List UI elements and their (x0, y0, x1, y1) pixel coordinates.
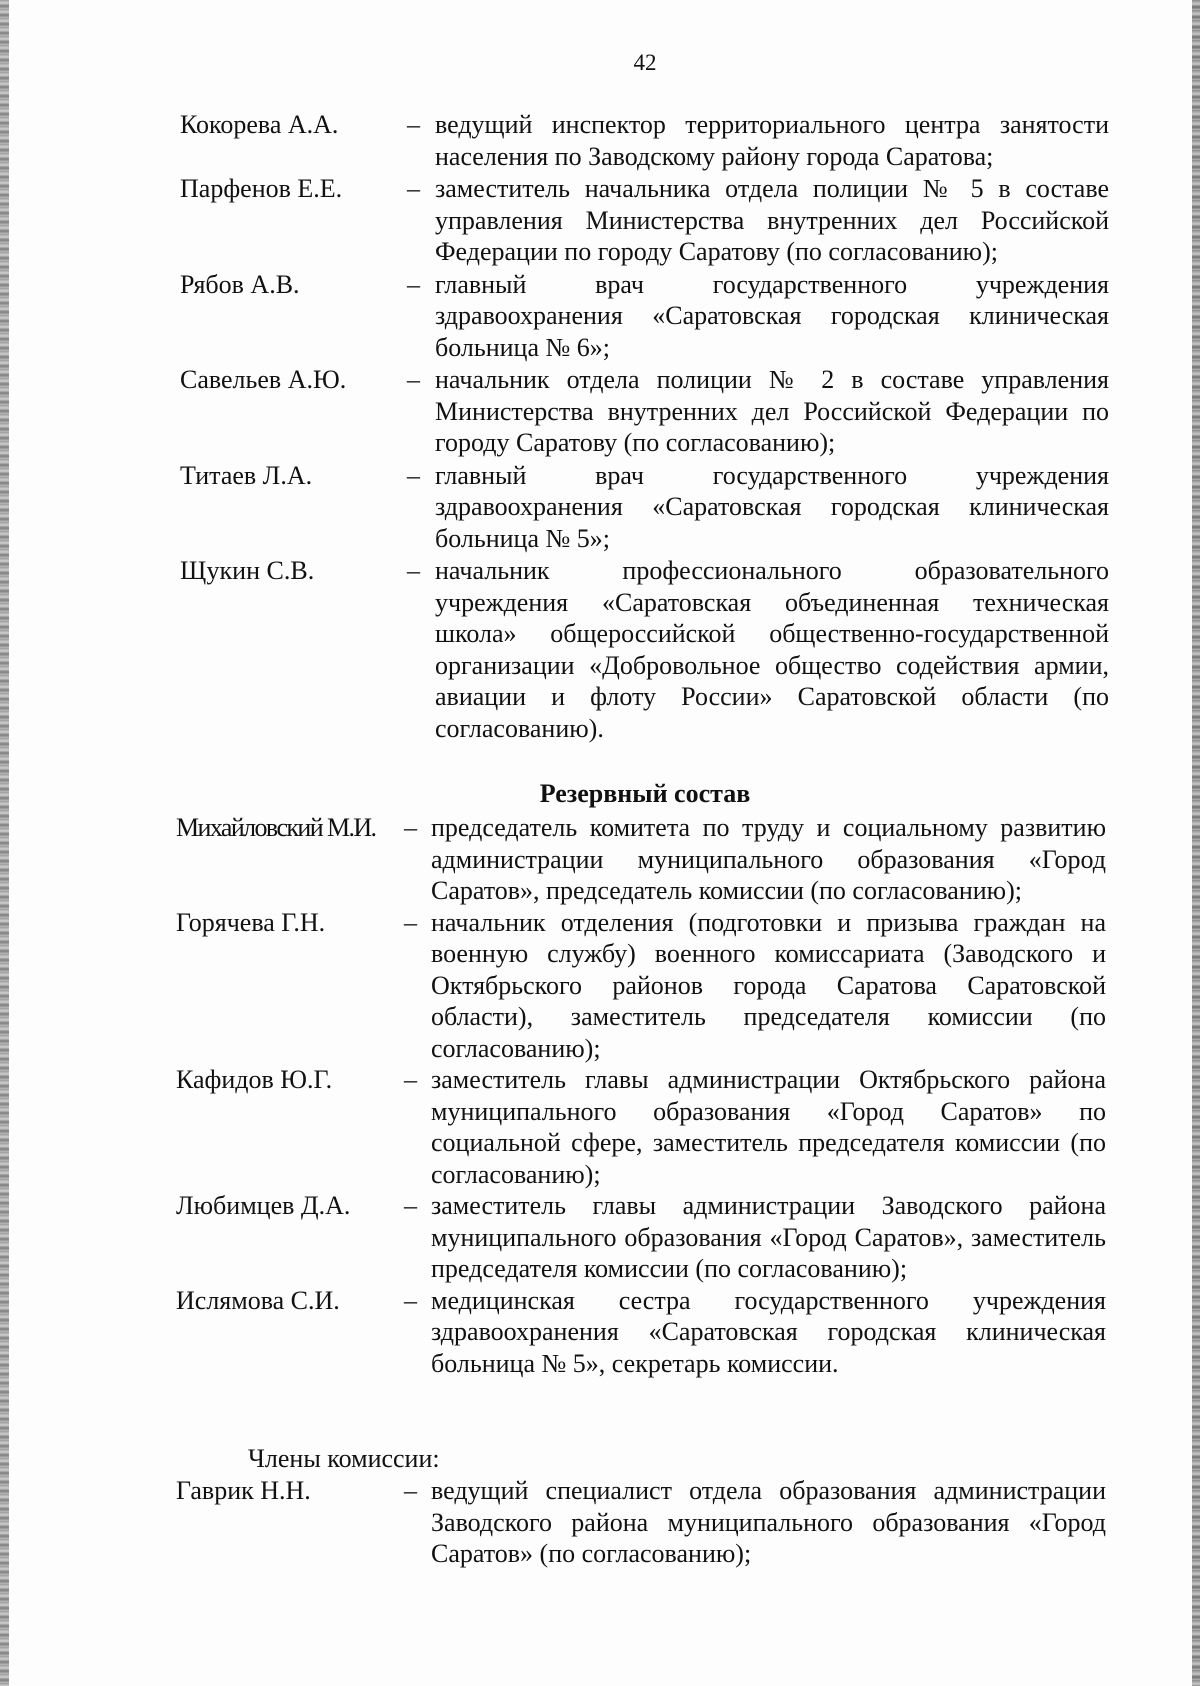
member-name: Щукин С.В. (180, 556, 315, 585)
member-name: Гаврик Н.Н. (176, 1476, 311, 1505)
member-entry (180, 460, 1109, 555)
member-description: ведущий инспектор территориального центра занятости населения по Заводскому району города Саратова; (435, 110, 1109, 171)
member-description: главный врач государственного учреждения здравоохранения «Саратовская городская клиническая больница № 6»; (435, 269, 1109, 362)
member-dash: – (407, 110, 420, 139)
member-description: начальник отделения (подготовки и призыва граждан на военную службу) военного комиссариата (Заводского и Октябрьского районов города Саратова Саратовской области), заместитель председателя комиссии (по согласованию); (431, 907, 1106, 1063)
reserve-members-list (176, 812, 1106, 1379)
member-name: Савельев А.Ю. (180, 365, 347, 394)
member-entry (180, 364, 1109, 459)
member-entry (176, 812, 1106, 907)
member-dash: – (404, 1065, 417, 1094)
member-dash: – (407, 365, 420, 394)
member-dash: – (404, 1476, 417, 1505)
member-name: Парфенов Е.Е. (180, 174, 343, 203)
member-entry (176, 1064, 1106, 1190)
member-name: Кокорева А.А. (180, 110, 339, 139)
commission-members-label: Члены комиссии: (248, 1444, 440, 1473)
reserve-heading: Резервный состав (539, 779, 751, 808)
member-entry (180, 555, 1109, 744)
member-entry (180, 269, 1109, 364)
member-name: Михайловский М.И. (176, 813, 376, 842)
member-entry (176, 907, 1106, 1065)
member-name: Ислямова С.И. (176, 1285, 340, 1315)
member-entry (180, 173, 1109, 268)
commission-members-list (176, 1475, 1106, 1570)
member-entry (176, 1285, 1106, 1380)
member-description: председатель комитета по труду и социальному развитию администрации муниципального образования «Город Саратов», председатель комиссии (по согласованию); (431, 813, 1106, 905)
member-dash: – (407, 556, 420, 585)
member-name: Кафидов Ю.Г. (176, 1065, 333, 1094)
member-dash: – (407, 460, 420, 490)
member-dash: – (407, 174, 420, 203)
member-name: Рябов А.В. (180, 269, 300, 299)
member-entry (180, 109, 1109, 172)
page-number: 42 (633, 50, 657, 75)
member-name: Любимцев Д.А. (176, 1191, 351, 1220)
member-dash: – (404, 813, 417, 842)
member-entry (176, 1190, 1106, 1285)
member-description: начальник профессионального образовательного учреждения «Саратовская объединенная техническая школа» общероссийской общественно-государственной организации «Добровольное общество содействия армии, авиации и флоту России» Саратовской области (по согласованию). (435, 556, 1109, 743)
scan-edge-right (1192, 0, 1200, 1686)
scan-edge-left (0, 0, 9, 1686)
member-description: начальник отдела полиции № 2 в составе управления Министерства внутренних дел Российской Федерации по городу Саратову (по согласованию); (435, 365, 1109, 457)
member-description: заместитель начальника отдела полиции № 5 в составе управления Министерства внутренних дел Российской Федерации по городу Саратову (по согласованию); (435, 174, 1109, 266)
member-dash: – (404, 1285, 417, 1315)
member-entry (176, 1475, 1106, 1570)
member-description: медицинская сестра государственного учреждения здравоохранения «Саратовская городская клиническая больница № 5», секретарь комиссии. (431, 1285, 1106, 1378)
member-description: ведущий специалист отдела образования администрации Заводского района муниципального образования «Город Саратов» (по согласованию); (431, 1476, 1106, 1568)
member-description: заместитель главы администрации Заводского района муниципального образования «Город Саратов», заместитель председателя комиссии (по согласованию); (431, 1191, 1106, 1283)
member-description: заместитель главы администрации Октябрьского района муниципального образования «Город Саратов» по социальной сфере, заместитель председателя комиссии (по согласованию); (431, 1065, 1106, 1189)
member-dash: – (404, 1191, 417, 1220)
main-members-list (180, 109, 1109, 744)
member-name: Горячева Г.Н. (176, 907, 326, 937)
member-dash: – (407, 269, 420, 299)
member-dash: – (404, 907, 417, 937)
member-name: Титаев Л.А. (180, 460, 313, 490)
member-description: главный врач государственного учреждения здравоохранения «Саратовская городская клиническая больница № 5»; (435, 460, 1109, 553)
